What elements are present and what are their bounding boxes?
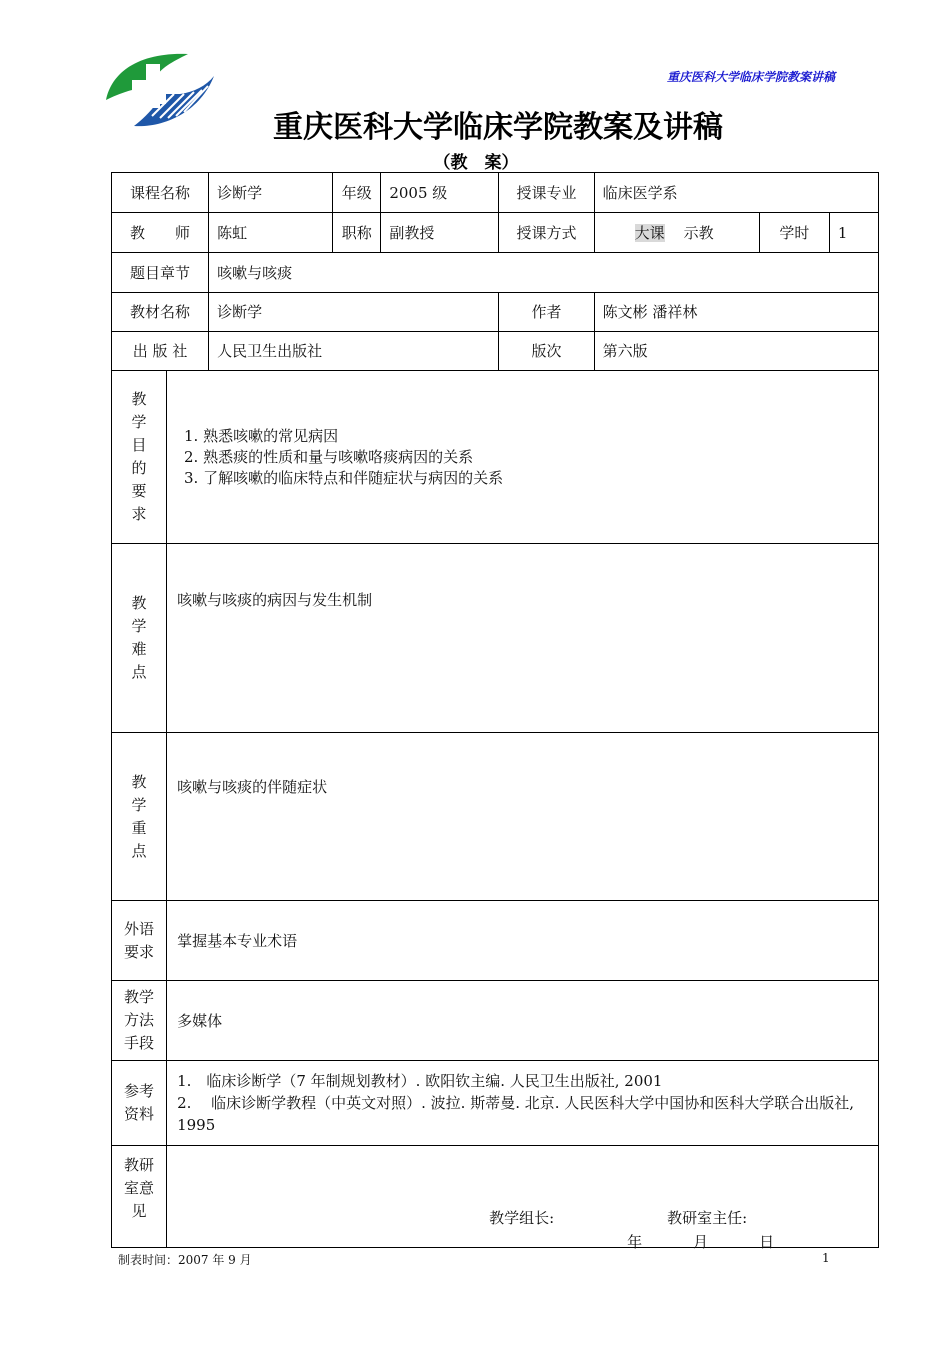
hours-value: 1 (829, 213, 878, 253)
page-title: 重庆医科大学临床学院教案及讲稿 (273, 110, 723, 145)
title-label: 职称 (333, 213, 381, 253)
mode-option-demo: 示教 (683, 223, 714, 242)
textbook-label: 教材名称 (112, 293, 209, 332)
opinion-area (167, 1146, 879, 1251)
reference-label: 参考 资料 (112, 1061, 167, 1146)
language-label: 外语 要求 (112, 901, 167, 981)
hours-label: 学时 (759, 213, 829, 253)
reference-item: 2. 临床诊断学教程（中英文对照）. 波拉. 斯蒂曼. 北京. 人民医科大学中国协和医科大学联合出版社, 1995 (177, 1094, 855, 1134)
teacher-value: 陈虹 (209, 213, 333, 253)
chapter-label: 题目章节 (112, 253, 209, 293)
method-label: 教学 方法 手段 (112, 981, 167, 1061)
course-value: 诊断学 (209, 173, 333, 213)
mode-option-lecture: 大课 (634, 223, 665, 242)
major-label: 授课专业 (499, 173, 594, 213)
keypoint-label: 教 学 重 点 (112, 733, 167, 901)
mode-label: 授课方式 (499, 213, 594, 253)
mode-value (594, 213, 759, 253)
method-value: 多媒体 (167, 981, 879, 1061)
objective-item: 2. 熟悉痰的性质和量与咳嗽咯痰病因的关系 (203, 447, 870, 468)
author-value: 陈文彬 潘祥林 (594, 293, 878, 332)
grade-value: 2005 级 (381, 173, 499, 213)
title-value: 副教授 (381, 213, 499, 253)
page-number: 1 (822, 1251, 830, 1265)
running-title: 重庆医科大学临床学院教案讲稿 (666, 70, 835, 84)
teacher-label: 教 师 (112, 213, 209, 253)
publisher-label: 出 版 社 (112, 332, 209, 371)
made-date: 制表时间：2007 年 9 月 (118, 1253, 252, 1267)
page-subtitle: （教 案） (433, 153, 519, 173)
group-leader-signature: 教学组长: (489, 1208, 555, 1227)
textbook-value: 诊断学 (209, 293, 499, 332)
keypoint-value: 咳嗽与咳痰的伴随症状 (167, 733, 879, 901)
grade-label: 年级 (333, 173, 381, 213)
chapter-value: 咳嗽与咳痰 (209, 253, 879, 293)
objectives-list (167, 371, 879, 544)
difficulty-value: 咳嗽与咳痰的病因与发生机制 (167, 544, 879, 733)
edition-value: 第六版 (594, 332, 878, 371)
signature-date: 年 月 日 (627, 1232, 775, 1251)
objective-item: 3. 了解咳嗽的临床特点和伴随症状与病因的关系 (203, 468, 870, 489)
objectives-label: 教 学 目 的 要 求 (112, 371, 167, 544)
language-value: 掌握基本专业术语 (167, 901, 879, 981)
reference-list (167, 1061, 879, 1146)
author-label: 作者 (499, 293, 594, 332)
reference-item: 1. 临床诊断学（7 年制规划教材）. 欧阳钦主编. 人民卫生出版社, 2001 (177, 1072, 663, 1090)
lesson-plan-table (111, 172, 879, 1251)
opinion-label: 教研 室意 见 (112, 1146, 167, 1248)
edition-label: 版次 (499, 332, 594, 371)
dept-director-signature: 教研室主任: (667, 1208, 748, 1227)
major-value: 临床医学系 (594, 173, 878, 213)
objective-item: 1. 熟悉咳嗽的常见病因 (203, 426, 870, 447)
publisher-value: 人民卫生出版社 (209, 332, 499, 371)
difficulty-label: 教 学 难 点 (112, 544, 167, 733)
course-label: 课程名称 (112, 173, 209, 213)
